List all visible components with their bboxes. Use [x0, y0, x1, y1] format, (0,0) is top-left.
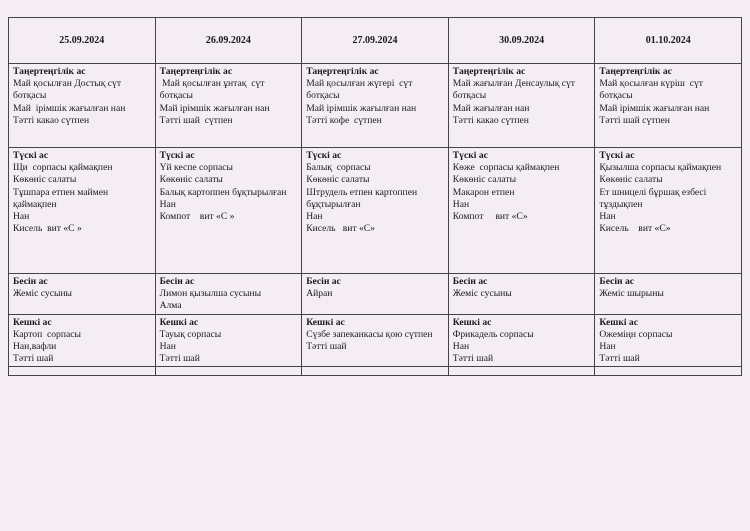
meal-title: Бесін ас: [452, 276, 488, 287]
menu-item: Балық картоппен бұқтырылған: [159, 186, 287, 198]
meal-cell: [448, 148, 595, 274]
date-header: 30.09.2024: [448, 18, 595, 64]
menu-item: Тәтті шай: [306, 341, 347, 353]
menu-table: [8, 17, 742, 376]
meal-cell: [155, 64, 302, 148]
menu-item: Нан: [159, 198, 176, 210]
menu-item: Тәтті какао сүтпен: [452, 114, 529, 126]
blank-cell: [302, 367, 449, 376]
menu-item: Үй кеспе сорпасы: [159, 162, 233, 174]
meal-cell: [302, 64, 449, 148]
menu-item: Нан: [599, 341, 616, 353]
meal-title: Таңертеңгілік ас: [306, 66, 379, 77]
meal-title: Таңертеңгілік ас: [159, 66, 233, 77]
menu-item: Тәтті шай: [599, 353, 640, 365]
meal-title: Кешкі ас: [159, 316, 199, 328]
breakfast-row: [9, 64, 742, 148]
date-header: 25.09.2024: [9, 18, 156, 64]
meal-cell: [155, 274, 302, 315]
menu-item: Балық сорпасы: [306, 162, 371, 174]
menu-item: Жеміс сусыны: [13, 288, 72, 300]
meal-cell: [9, 314, 156, 367]
menu-item: Көкөніс салаты: [306, 174, 370, 186]
meal-cell: [448, 274, 595, 315]
meal-title: Бесін ас: [306, 276, 341, 287]
meal-cell: [302, 148, 449, 274]
blank-cell: [595, 367, 742, 376]
menu-item: Жеміс сусыны: [452, 288, 512, 300]
date-header-row: [9, 18, 742, 64]
meal-title: Кешкі ас: [306, 316, 345, 328]
blank-cell: [9, 367, 156, 376]
menu-item: Жеміс шырыны: [599, 288, 664, 300]
menu-item: Алма: [159, 300, 182, 312]
menu-item: Лимон қызылша сусыны: [159, 288, 262, 300]
menu-item: Тәтті шай: [452, 353, 494, 365]
meal-title: Түскі ас: [599, 150, 635, 161]
meal-title: Бесін ас: [13, 276, 48, 287]
meal-cell: [9, 64, 156, 148]
menu-item: Май ірімшік жағылған нан: [159, 102, 270, 114]
menu-item: Май ірімшік жағылған нан: [306, 102, 417, 114]
blank-cell: [155, 367, 302, 376]
menu-item: Нан: [452, 198, 470, 210]
meal-title: Кешкі ас: [452, 316, 492, 328]
meal-title: Таңертеңгілік ас: [599, 66, 672, 77]
lunch-row: [9, 148, 742, 274]
menu-item: Нан: [159, 341, 176, 353]
meal-title: Кешкі ас: [599, 316, 638, 328]
date-header: 26.09.2024: [155, 18, 302, 64]
menu-item: Ет шницелі бұршақ езбесі тұздықпен: [599, 186, 709, 210]
menu-item: Макарон етпен: [452, 186, 515, 198]
meal-cell: [9, 148, 156, 274]
meal-cell: [155, 148, 302, 274]
menu-item: Нан: [306, 211, 323, 223]
meal-title: Таңертеңгілік ас: [13, 66, 86, 77]
menu-item: Май жағылған нан: [452, 102, 530, 114]
menu-item: Сүзбе запеканкасы қою сүтпен: [306, 328, 433, 340]
menu-item: Көкөніс салаты: [159, 174, 223, 186]
menu-item: Май қосылған ұнтақ сүт ботқасы: [159, 78, 267, 102]
menu-item: Тауық сорпасы: [159, 328, 222, 340]
menu-sheet: [8, 17, 742, 376]
meal-title: Түскі ас: [159, 150, 195, 161]
menu-item: Компот вит «С»: [452, 211, 528, 223]
menu-item: Фрикадель сорпасы: [452, 328, 534, 340]
menu-item: Май қосылған Достық сүт ботқасы: [13, 78, 124, 102]
menu-item: Көкөніс салаты: [599, 174, 663, 186]
menu-item: Май жағылған Денсаулық сүт ботқасы: [452, 78, 578, 102]
meal-cell: [595, 314, 742, 367]
blank-cell: [448, 367, 595, 376]
meal-cell: [302, 314, 449, 367]
menu-item: Тәтті какао сүтпен: [13, 114, 90, 126]
meal-cell: [448, 64, 595, 148]
blank-row: [9, 367, 742, 376]
menu-item: Нан: [599, 211, 616, 223]
menu-item: Тәтті шай: [159, 353, 200, 365]
dinner-row: [9, 314, 742, 367]
menu-item: Кисель вит «С »: [13, 223, 82, 235]
meal-cell: [595, 64, 742, 148]
menu-item: Көкөніс салаты: [452, 174, 517, 186]
menu-item: Картоп сорпасы: [13, 328, 81, 340]
menu-item: Көкөніс салаты: [13, 174, 77, 186]
menu-item: Май қосылған жүгері сүт ботқасы: [306, 78, 415, 102]
menu-item: Нан: [13, 211, 30, 223]
menu-item: Нан: [452, 341, 470, 353]
meal-title: Бесін ас: [159, 276, 195, 287]
meal-cell: [9, 274, 156, 315]
meal-title: Түскі ас: [306, 150, 342, 161]
menu-item: Тәтті шай сүтпен: [159, 114, 233, 126]
meal-cell: [448, 314, 595, 367]
meal-cell: [595, 274, 742, 315]
meal-cell: [595, 148, 742, 274]
date-header: 01.10.2024: [595, 18, 742, 64]
menu-item: Тәтті шай: [13, 353, 54, 365]
menu-item: Штрудель етпен картоппен бұқтырылған: [306, 186, 420, 210]
menu-item: Май ірімшік жағылған нан: [13, 102, 126, 114]
meal-title: Түскі ас: [452, 150, 488, 161]
menu-item: Көже сорпасы қаймақпен: [452, 162, 560, 174]
meal-cell: [155, 314, 302, 367]
menu-item: Тәтті шай сүтпен: [599, 114, 670, 126]
menu-item: Компот вит «С »: [159, 211, 235, 223]
menu-item: Тұшпара етпен маймен қаймақпен: [13, 186, 111, 210]
menu-item: Қызылша сорпасы қаймақпен: [599, 162, 722, 174]
menu-item: Айран: [306, 288, 333, 300]
menu-item: Кисель вит «С»: [306, 223, 375, 235]
menu-item: Май қосылған күріш сүт ботқасы: [599, 78, 706, 102]
menu-item: Май ірімшік жағылған нан: [599, 102, 710, 114]
menu-item: Тәтті кофе сүтпен: [306, 114, 382, 126]
meal-title: Кешкі ас: [13, 316, 52, 328]
meal-cell: [302, 274, 449, 315]
menu-item: Кисель вит «С»: [599, 223, 671, 235]
menu-item: Ожеміңн сорпасы: [599, 328, 673, 340]
snack-row: [9, 274, 742, 315]
meal-title: Түскі ас: [13, 150, 49, 161]
menu-item: Нан,вафли: [13, 341, 57, 353]
date-header: 27.09.2024: [302, 18, 449, 64]
meal-title: Бесін ас: [599, 276, 634, 287]
menu-item: Щи сорпасы қаймақпен: [13, 162, 113, 174]
meal-title: Таңертеңгілік ас: [452, 66, 526, 77]
